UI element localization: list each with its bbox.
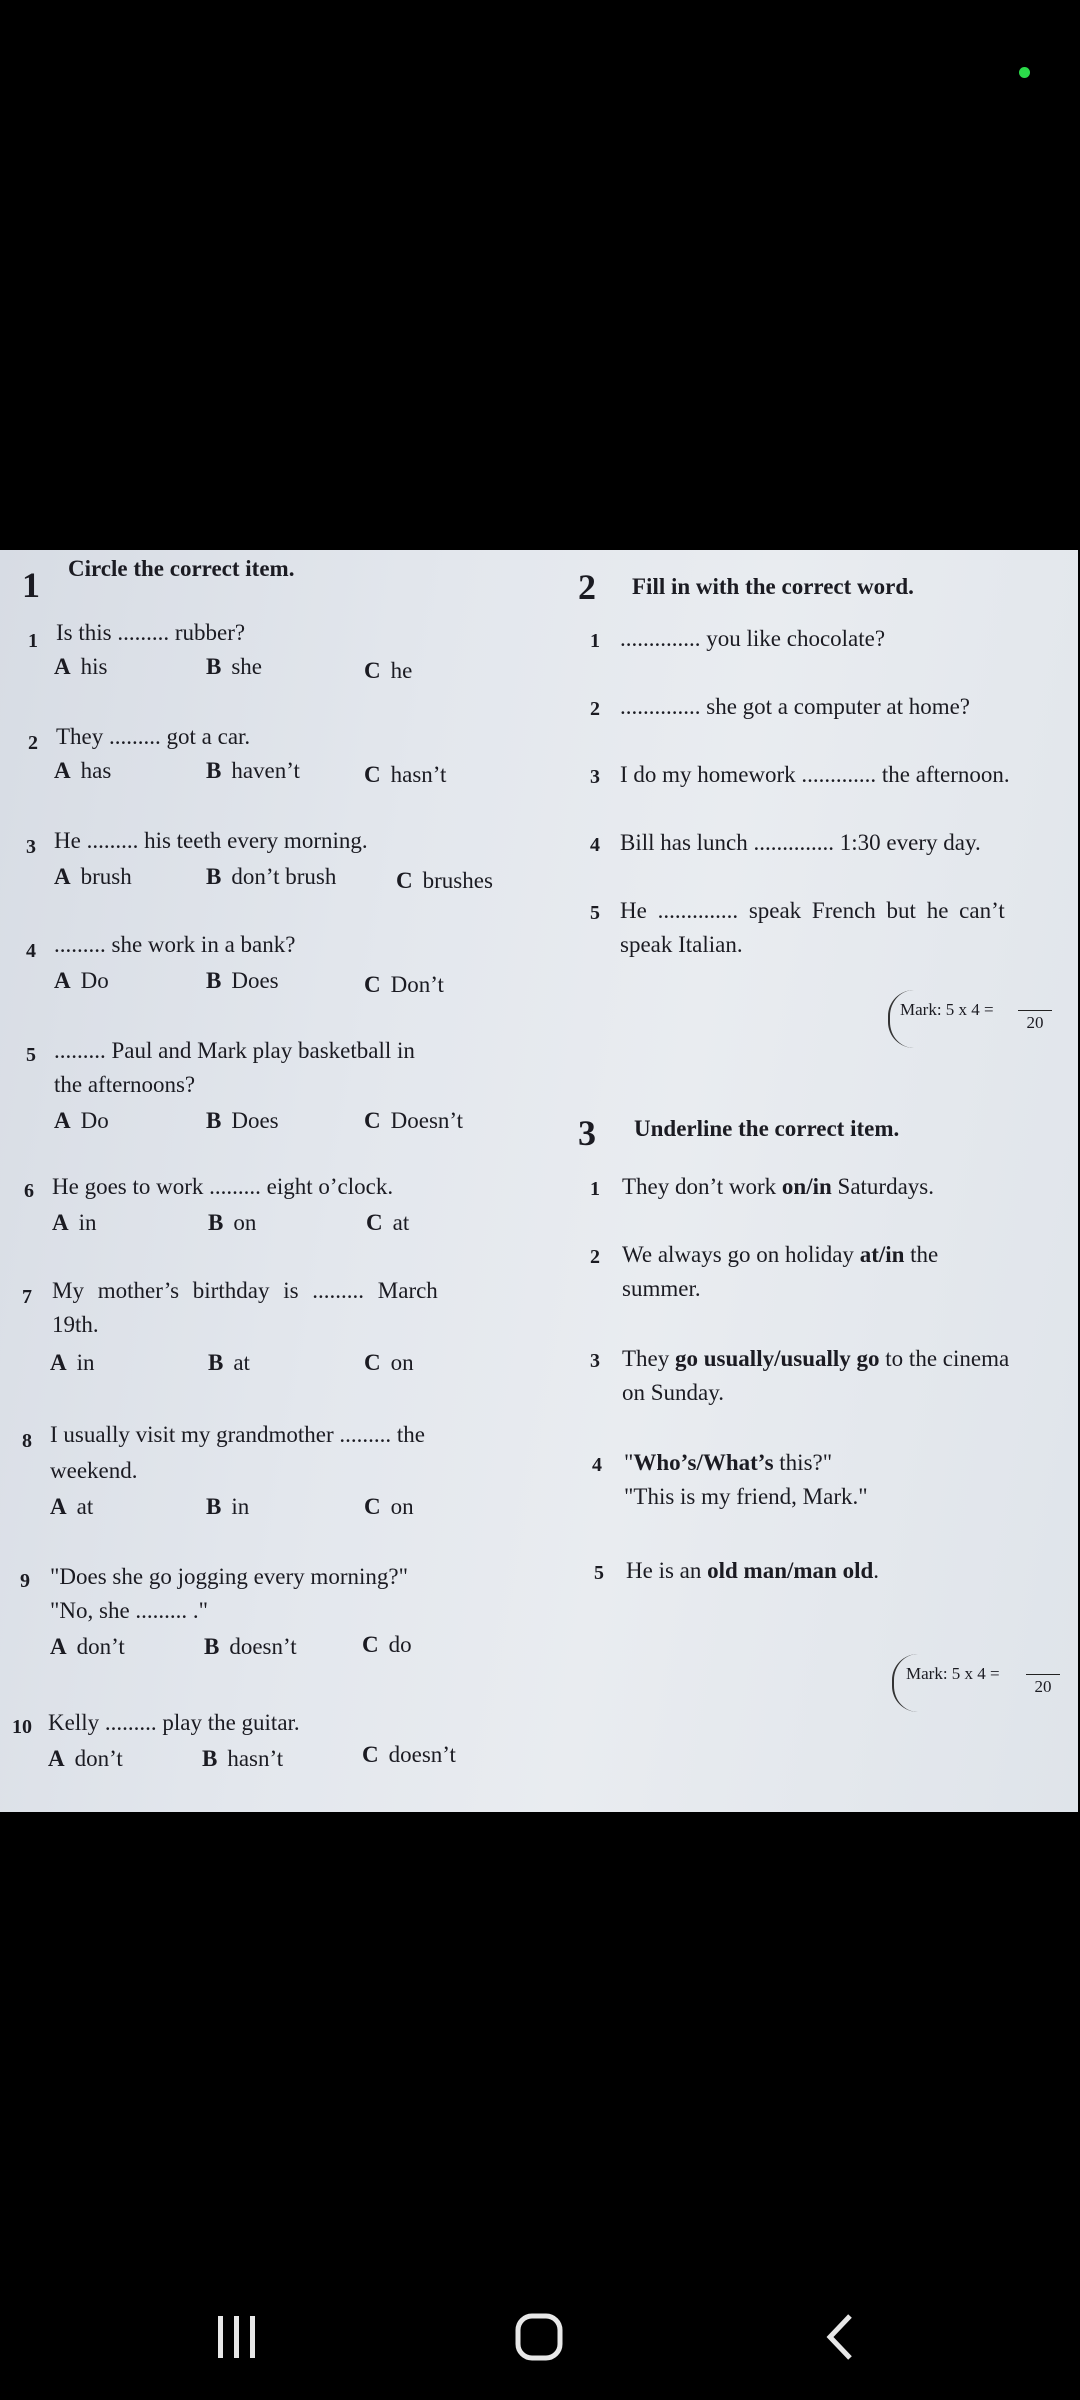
- mark-label: Mark: 5 x 4 =: [900, 1000, 994, 1019]
- section1-title: Circle the correct item.: [68, 556, 295, 581]
- section3-title: Underline the correct item.: [634, 1116, 900, 1141]
- option-a[interactable]: A brush: [54, 864, 132, 889]
- mark-denominator: 20: [1026, 1674, 1060, 1697]
- fill-item-text: .............. you like chocolate?: [620, 626, 886, 651]
- question-number: 8: [22, 1430, 32, 1452]
- underline-item-text: They go usually/usually go to the cinema: [622, 1346, 1010, 1371]
- question-text: He goes to work ......... eight o’clock.: [52, 1174, 394, 1199]
- underline-item-text-line2: "This is my friend, Mark.": [624, 1484, 868, 1509]
- camera-indicator-dot: [1019, 67, 1030, 78]
- item-number: 4: [590, 834, 600, 856]
- item-number: 1: [590, 1178, 600, 1200]
- option-c[interactable]: C on: [364, 1350, 414, 1375]
- question-text-line2: 19th.: [52, 1312, 99, 1337]
- item-number: 1: [590, 630, 600, 652]
- question-text-line2: the afternoons?: [54, 1072, 196, 1097]
- option-c[interactable]: C brushes: [396, 868, 493, 893]
- option-a[interactable]: A don’t: [50, 1634, 125, 1659]
- underline-item-text: We always go on holiday at/in the: [622, 1242, 939, 1267]
- option-a[interactable]: A at: [50, 1494, 94, 1519]
- item-number: 2: [590, 698, 600, 720]
- option-c[interactable]: C Doesn’t: [364, 1108, 464, 1133]
- fill-item-text-line2: speak Italian.: [620, 932, 743, 957]
- section2-number: 2: [578, 567, 596, 607]
- mark-label: Mark: 5 x 4 =: [906, 1664, 1000, 1683]
- fill-item-text-line1: He .............. speak French but he can’t: [620, 898, 1005, 923]
- question-text-line1: "Does she go jogging every morning?": [50, 1564, 408, 1589]
- option-b[interactable]: B Does: [206, 1108, 279, 1133]
- question-text: They ......... got a car.: [56, 724, 251, 749]
- option-a[interactable]: A Do: [54, 1108, 109, 1133]
- question-text-line2: weekend.: [50, 1458, 138, 1483]
- underline-item-text-line2: summer.: [622, 1276, 701, 1301]
- option-b[interactable]: B don’t brush: [206, 864, 337, 889]
- item-number: 3: [590, 766, 600, 788]
- recent-apps-button[interactable]: [214, 2314, 260, 2365]
- question-text: He ......... his teeth every morning.: [54, 828, 368, 853]
- fill-item-text: .............. she got a computer at home?: [620, 694, 971, 719]
- back-icon: [820, 2312, 864, 2362]
- option-a[interactable]: A in: [50, 1350, 95, 1375]
- item-number: 5: [590, 902, 600, 924]
- item-number: 4: [592, 1454, 602, 1476]
- question-number: 4: [26, 940, 36, 962]
- option-c[interactable]: C Don’t: [364, 972, 444, 997]
- option-c[interactable]: C hasn’t: [364, 762, 447, 787]
- item-number: 3: [590, 1350, 600, 1372]
- underline-item-text: "Who’s/What’s this?": [624, 1450, 833, 1475]
- underline-item-text-line2: on Sunday.: [622, 1380, 725, 1405]
- question-text-line1: ......... Paul and Mark play basketball in: [54, 1038, 415, 1063]
- home-icon: [514, 2312, 564, 2362]
- home-button[interactable]: [514, 2312, 564, 2367]
- option-b[interactable]: B hasn’t: [202, 1746, 284, 1771]
- option-a[interactable]: A has: [54, 758, 112, 783]
- option-b[interactable]: B Does: [206, 968, 279, 993]
- item-number: 2: [590, 1246, 600, 1268]
- question-number: 2: [28, 732, 38, 754]
- back-button[interactable]: [820, 2312, 864, 2367]
- section1-number: 1: [22, 565, 40, 605]
- question-number: 10: [12, 1716, 32, 1738]
- question-number: 1: [28, 630, 38, 652]
- question-text: Is this ......... rubber?: [56, 620, 246, 645]
- question-text-line2: "No, she ......... .": [50, 1598, 209, 1623]
- option-b[interactable]: B at: [208, 1350, 250, 1375]
- option-c[interactable]: C doesn’t: [362, 1742, 456, 1767]
- option-b[interactable]: B haven’t: [206, 758, 300, 783]
- question-number: 3: [26, 836, 36, 858]
- question-text: ......... she work in a bank?: [54, 932, 296, 957]
- worksheet-page: [0, 550, 1078, 1812]
- option-b[interactable]: B she: [206, 654, 263, 679]
- question-text: Kelly ......... play the guitar.: [48, 1710, 300, 1735]
- option-c[interactable]: C at: [366, 1210, 410, 1235]
- option-b[interactable]: B on: [208, 1210, 257, 1235]
- option-a[interactable]: A in: [52, 1210, 97, 1235]
- option-c[interactable]: C on: [364, 1494, 414, 1519]
- item-number: 5: [594, 1562, 604, 1584]
- option-a[interactable]: A his: [54, 654, 108, 679]
- recent-apps-icon: [214, 2314, 260, 2360]
- option-a[interactable]: A Do: [54, 968, 109, 993]
- question-text-line1: I usually visit my grandmother ......... the: [50, 1422, 425, 1447]
- underline-item-text: They don’t work on/in Saturdays.: [622, 1174, 935, 1199]
- fill-item-text: Bill has lunch .............. 1:30 every day.: [620, 830, 981, 855]
- question-number: 7: [22, 1286, 32, 1308]
- option-b[interactable]: B doesn’t: [204, 1634, 297, 1659]
- mark-denominator: 20: [1018, 1010, 1052, 1033]
- option-b[interactable]: B in: [206, 1494, 250, 1519]
- section2-title: Fill in with the correct word.: [632, 574, 914, 599]
- question-text-line1: My mother’s birthday is ......... March: [52, 1278, 438, 1303]
- fill-item-text: I do my homework ............. the afternoon.: [620, 762, 1010, 787]
- section3-number: 3: [578, 1113, 596, 1153]
- question-number: 9: [20, 1570, 30, 1592]
- option-c[interactable]: C he: [364, 658, 413, 683]
- underline-item-text: He is an old man/man old.: [626, 1558, 880, 1583]
- option-a[interactable]: A don’t: [48, 1746, 123, 1771]
- question-number: 5: [26, 1044, 36, 1066]
- option-c[interactable]: C do: [362, 1632, 412, 1657]
- question-number: 6: [24, 1180, 34, 1202]
